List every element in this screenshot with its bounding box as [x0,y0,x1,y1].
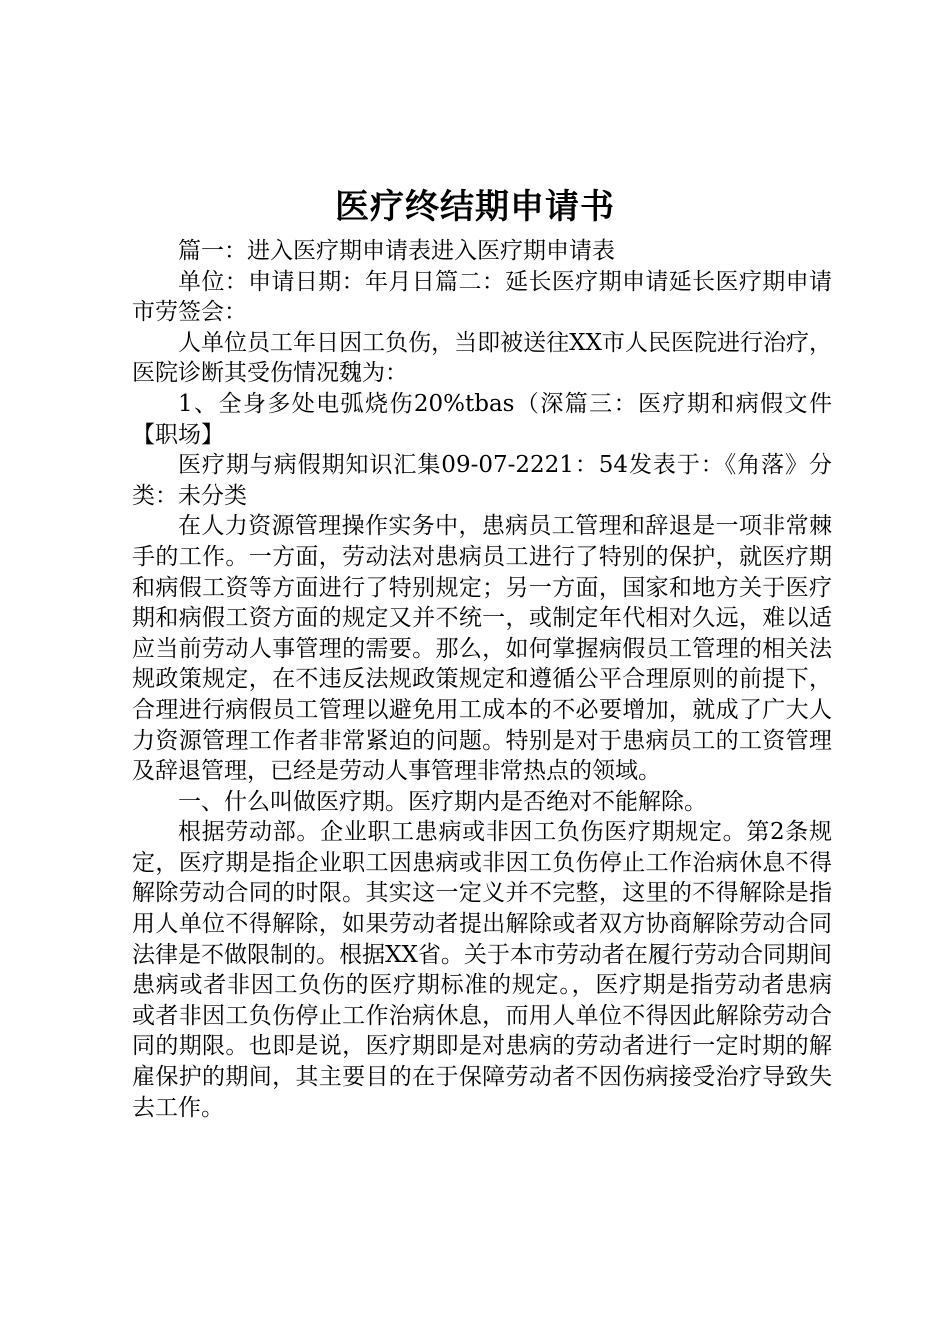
paragraph-7: 一、什么叫做医疗期。医疗期内是否绝对不能解除。 [178,788,707,815]
paragraph-6: 在人力资源管理操作实务中，患病员工管理和辞退是一项非常棘手的工作。一方面，劳动法对患病员工进行了特别的保护，就医疗期和病假工资等方面进行了特别规定；另一方面，国家和地方关于医疗期和病假工资方面的规定又并不统一，或制定年代相对久远，难以适应当前劳动人事管理的需要。那么，如何掌握病假员工管理的相关法规政策规定，在不违反法规政策规定和遵循公平合理原则的前提下，合理进行病假员工管理以避免用工成本的不必要增加，就成了广大人力资源管理工作者非常紧迫的问题。特别是对于患病员工的工资管理及辞退管理，已经是劳动人事管理非常热点的领域。 [132,513,832,785]
document-title: 医疗终结期申请书 [335,187,615,227]
paragraph-3: 人单位员工年日因工负伤，当即被送往XX市人民医院进行治疗，医院诊断其受伤情况魏为： [132,329,832,387]
paragraph-8: 根据劳动部。企业职工患病或非因工负伤医疗期规定。第2条规定，医疗期是指企业职工因患病或非因工负伤停止工作治病休息不得解除劳动合同的时限。其实这一定义并不完整，这里的不得解除是指用人单位不得解除，如果劳动者提出解除或者双方协商解除劳动合同法律是不做限制的。根据XX省。关于本市劳动者在履行劳动合同期间患病或者非因工负伤的医疗期标准的规定。，医疗期是指劳动者患病或者非因工负伤停止工作治病休息，而用人单位不得因此解除劳动合同的期限。也即是说，医疗期即是对患病的劳动者进行一定时期的解雇保护的期间，其主要目的在于保障劳动者不因伤病接受治疗导致失去工作。 [132,819,832,1121]
paragraph-4: 1、全身多处电弧烧伤20%tbas（深篇三：医疗期和病假文件【职场】 [132,390,832,448]
document-body [132,236,832,1123]
paragraph-1: 篇一：进入医疗期申请表进入医疗期申请表 [178,238,615,264]
paragraph-2: 单位：申请日期：年月日篇二：延长医疗期申请延长医疗期申请市劳签会： [132,268,832,326]
paragraph-5: 医疗期与病假期知识汇集09-07-2221：54发表于：《角落》分类：未分类 [132,452,832,509]
